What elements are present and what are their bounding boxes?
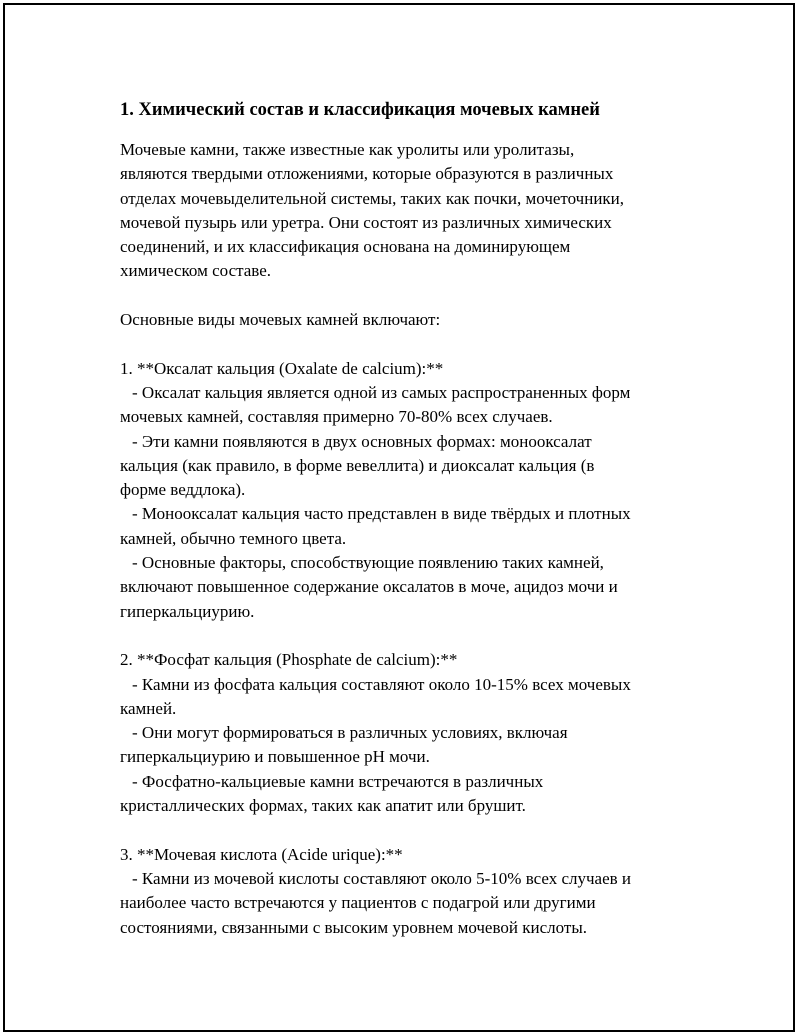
bullet-line: кристаллических формах, таких как апатит или брушит.	[120, 796, 526, 816]
bullet	[120, 867, 700, 940]
bullet	[120, 381, 700, 430]
bullet-line: форме веддлока).	[120, 480, 246, 500]
bullet	[120, 770, 700, 819]
bullet-line: - Они могут формироваться в различных условиях, включая	[132, 723, 568, 743]
intro-line: являются твердыми отложениями, которые образуются в различных	[120, 164, 614, 184]
types-intro: Основные виды мочевых камней включают:	[120, 310, 441, 330]
list-item-title: 1. **Оксалат кальция (Oxalate de calcium):**	[120, 358, 444, 378]
bullet-line: - Камни из мочевой кислоты составляют около 5-10% всех случаев и	[132, 868, 632, 888]
intro-line: мочевой пузырь или уретра. Они состоят из различных химических	[120, 212, 612, 232]
bullet-line: камней.	[120, 698, 177, 718]
intro-line: Мочевые камни, также известные как уролиты или уролитазы,	[120, 140, 575, 159]
list-item-phosphate	[120, 648, 700, 818]
list-item-title: 3. **Мочевая кислота (Acide urique):**	[120, 844, 403, 864]
bullet-line: наиболее часто встречаются у пациентов с подагрой или другими	[120, 893, 596, 913]
bullet-line: - Оксалат кальция является одной из самых распространенных форм	[132, 382, 631, 402]
bullet-line: - Основные факторы, способствующие появлению таких камней,	[132, 553, 604, 573]
bullet	[120, 430, 700, 503]
bullet	[120, 502, 700, 551]
intro-line: соединений, и их классификация основана на доминирующем	[120, 237, 571, 257]
list-item-oxalate	[120, 357, 700, 624]
bullet-line: гиперкальциурию и повышенное pH мочи.	[120, 747, 430, 767]
list-item-title: 2. **Фосфат кальция (Phosphate de calcium):**	[120, 650, 458, 670]
section-heading: 1. Химический состав и классификация мочевых камней	[120, 100, 600, 120]
intro-line: отделах мочевыделительной системы, таких как почки, мочеточники,	[120, 188, 625, 208]
intro-line: химическом составе.	[120, 261, 272, 281]
list-item-uric-acid	[120, 843, 700, 940]
bullet-line: - Эти камни появляются в двух основных формах: монооксалат	[132, 431, 592, 451]
intro-paragraph	[120, 138, 700, 284]
document-page	[3, 3, 795, 1032]
bullet	[120, 673, 700, 722]
bullet	[120, 721, 700, 770]
bullet-line: - Камни из фосфата кальция составляют около 10-15% всех мочевых	[132, 674, 631, 694]
document-content	[120, 98, 700, 940]
bullet-line: состояниями, связанными с высоким уровнем мочевой кислоты.	[120, 917, 588, 937]
bullet	[120, 551, 700, 624]
bullet-line: - Монооксалат кальция часто представлен в виде твёрдых и плотных	[132, 504, 631, 524]
bullet-line: - Фосфатно-кальциевые камни встречаются в различных	[132, 771, 544, 791]
bullet-line: включают повышенное содержание оксалатов в моче, ацидоз мочи и	[120, 577, 618, 597]
bullet-line: камней, обычно темного цвета.	[120, 528, 347, 548]
bullet-line: мочевых камней, составляя примерно 70-80% всех случаев.	[120, 407, 553, 427]
bullet-line: кальция (как правило, в форме вевеллита) и диоксалат кальция (в	[120, 455, 595, 475]
bullet-line: гиперкальциурию.	[120, 601, 255, 621]
